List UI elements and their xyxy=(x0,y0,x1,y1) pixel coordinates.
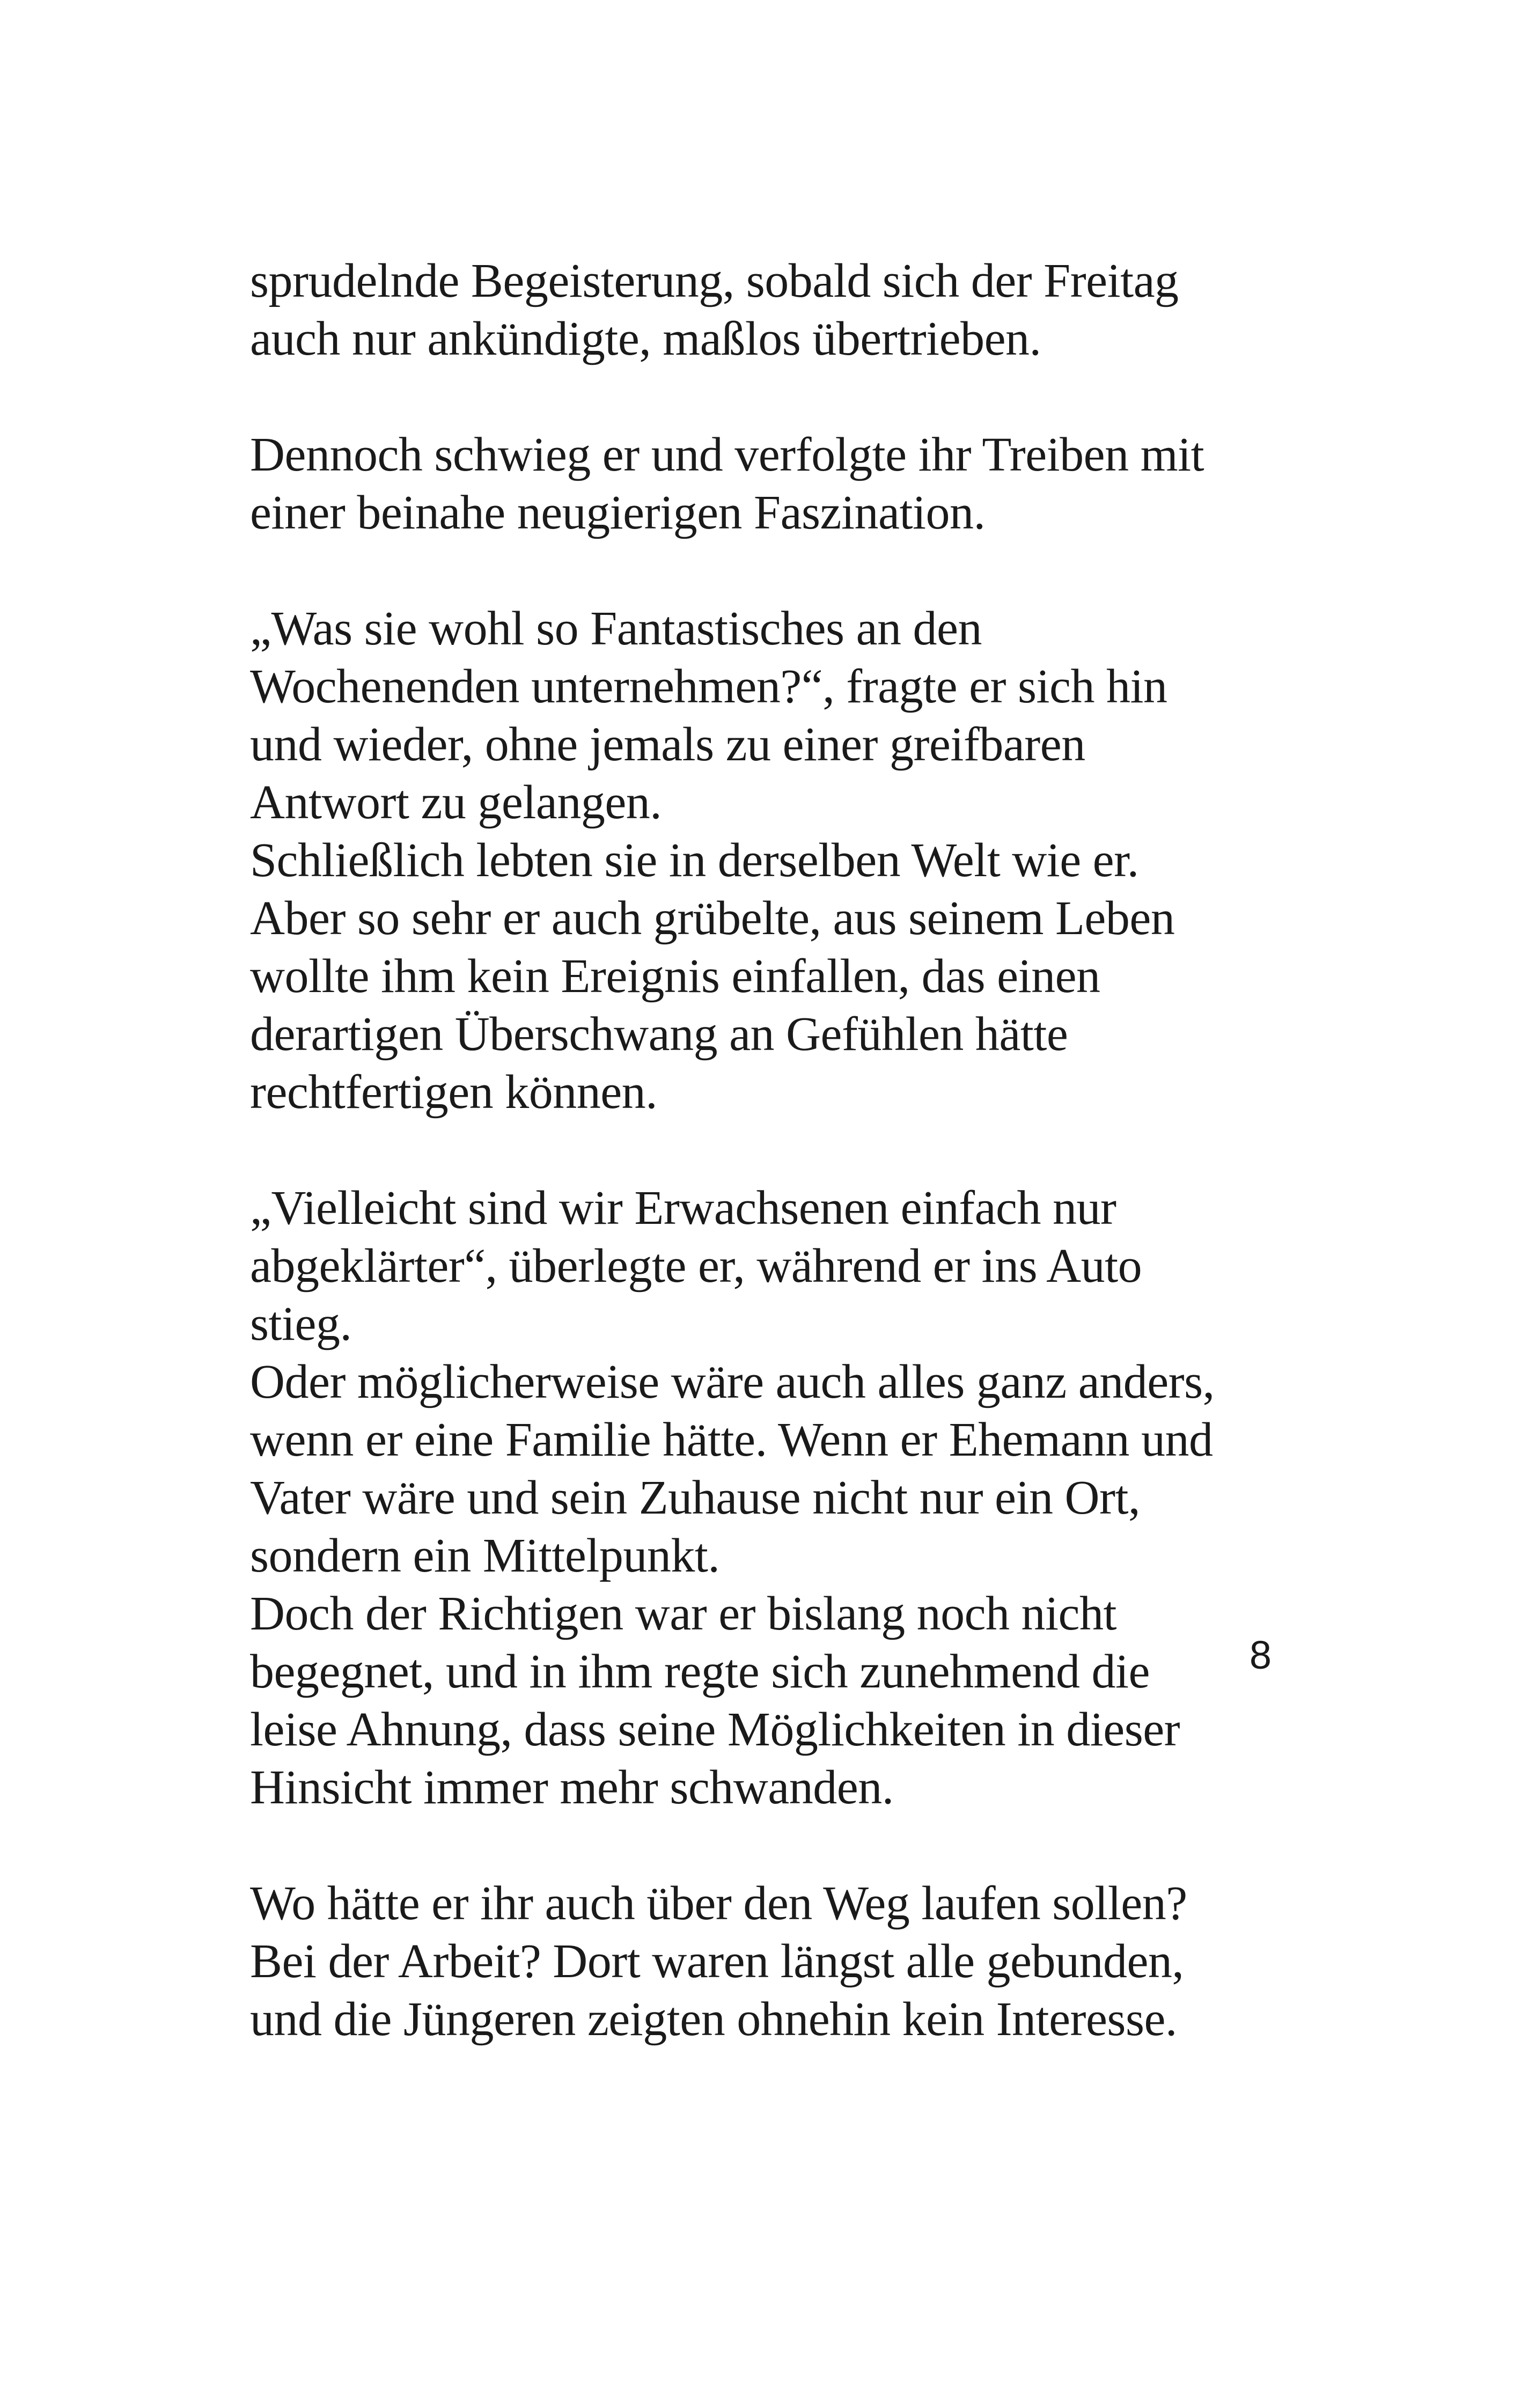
text-line: Hinsicht immer mehr schwanden. xyxy=(250,1761,894,1814)
paragraph xyxy=(250,426,1323,542)
text-line: Aber so sehr er auch grübelte, aus seinem Leben xyxy=(250,892,1175,945)
text-line: Doch der Richtigen war er bislang noch nicht xyxy=(250,1587,1117,1640)
text-line: abgeklärter“, überlegte er, während er ins Auto xyxy=(250,1239,1142,1293)
text-line: Oder möglicherweise wäre auch alles ganz anders, xyxy=(250,1355,1215,1408)
text-line: Wochenenden unternehmen?“, fragte er sich hin xyxy=(250,660,1167,713)
paragraph xyxy=(250,1179,1323,1817)
text-line: Schließlich lebten sie in derselben Welt wie er. xyxy=(250,834,1139,887)
text-line: Bei der Arbeit? Dort waren längst alle gebunden, xyxy=(250,1935,1184,1988)
text-line: begegnet, und in ihm regte sich zunehmend die xyxy=(250,1645,1150,1698)
text-line: leise Ahnung, dass seine Möglichkeiten in dieser xyxy=(250,1703,1180,1756)
text-line: rechtfertigen können. xyxy=(250,1066,658,1119)
paragraph xyxy=(250,1875,1323,2049)
text-line: sprudelnde Begeisterung, sobald sich der Freitag xyxy=(250,254,1179,307)
text-line: stieg. xyxy=(250,1297,352,1350)
text-line: auch nur ankündigte, maßlos übertrieben. xyxy=(250,312,1041,365)
text-line: wenn er eine Familie hätte. Wenn er Ehemann und xyxy=(250,1413,1213,1466)
text-line: „Was sie wohl so Fantastisches an den xyxy=(250,602,982,655)
text-line: und wieder, ohne jemals zu einer greifbaren xyxy=(250,718,1085,771)
paragraph xyxy=(250,600,1323,1121)
paragraph-gap xyxy=(250,1121,1323,1179)
text-line: „Vielleicht sind wir Erwachsenen einfach nur xyxy=(250,1181,1116,1235)
text-line: derartigen Überschwang an Gefühlen hätte xyxy=(250,1008,1068,1061)
text-line: Vater wäre und sein Zuhause nicht nur ein Ort, xyxy=(250,1471,1140,1524)
text-line: wollte ihm kein Ereignis einfallen, das einen xyxy=(250,950,1100,1003)
paragraph-gap xyxy=(250,368,1323,426)
text-line: Dennoch schwieg er und verfolgte ihr Treiben mit xyxy=(250,428,1204,481)
text-line: sondern ein Mittelpunkt. xyxy=(250,1529,720,1582)
text-line: einer beinahe neugierigen Faszination. xyxy=(250,486,986,539)
paragraph-gap xyxy=(250,1817,1323,1875)
text-line: Wo hätte er ihr auch über den Weg laufen sollen? xyxy=(250,1877,1187,1930)
text-line: Antwort zu gelangen. xyxy=(250,776,662,829)
paragraph-gap xyxy=(250,542,1323,600)
text-line: und die Jüngeren zeigten ohnehin kein Interesse. xyxy=(250,1993,1177,2046)
page-number: 8 xyxy=(1249,1633,1272,1677)
body-text xyxy=(250,252,1323,2049)
paragraph xyxy=(250,252,1323,368)
